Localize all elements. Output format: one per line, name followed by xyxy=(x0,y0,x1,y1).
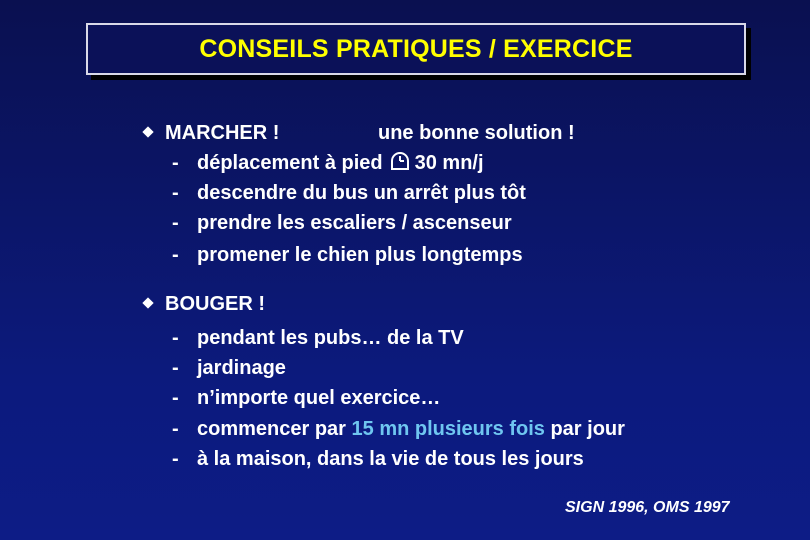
list-dash: - xyxy=(172,387,179,409)
diamond-bullet-icon xyxy=(142,297,153,308)
section1-heading: MARCHER ! xyxy=(165,122,280,144)
list-item: prendre les escaliers / ascenseur xyxy=(197,212,512,234)
diamond-bullet-icon xyxy=(142,126,153,137)
list-item: pendant les pubs… de la TV xyxy=(197,327,464,349)
list-item: à la maison, dans la vie de tous les jours xyxy=(197,448,584,470)
list-item: commencer par 15 mn plusieurs fois par jour xyxy=(197,418,625,440)
list-dash: - xyxy=(172,418,179,440)
source-citation: SIGN 1996, OMS 1997 xyxy=(565,499,730,516)
list-dash: - xyxy=(172,152,179,174)
page-title: CONSEILS PRATIQUES / EXERCICE xyxy=(199,35,633,63)
highlight-text: 15 mn plusieurs fois xyxy=(351,418,545,440)
list-dash: - xyxy=(172,357,179,379)
clock-icon xyxy=(389,152,411,172)
list-item: n’importe quel exercice… xyxy=(197,387,441,409)
list-dash: - xyxy=(172,182,179,204)
section2-heading: BOUGER ! xyxy=(165,293,265,315)
list-dash: - xyxy=(172,212,179,234)
section1-heading-note: une bonne solution ! xyxy=(378,122,575,144)
list-item: déplacement à pied 30 mn/j xyxy=(197,152,484,174)
list-item: descendre du bus un arrêt plus tôt xyxy=(197,182,526,204)
list-dash: - xyxy=(172,244,179,266)
list-dash: - xyxy=(172,327,179,349)
list-item: promener le chien plus longtemps xyxy=(197,244,523,266)
title-box xyxy=(86,23,746,75)
list-dash: - xyxy=(172,448,179,470)
list-item: jardinage xyxy=(197,357,286,379)
